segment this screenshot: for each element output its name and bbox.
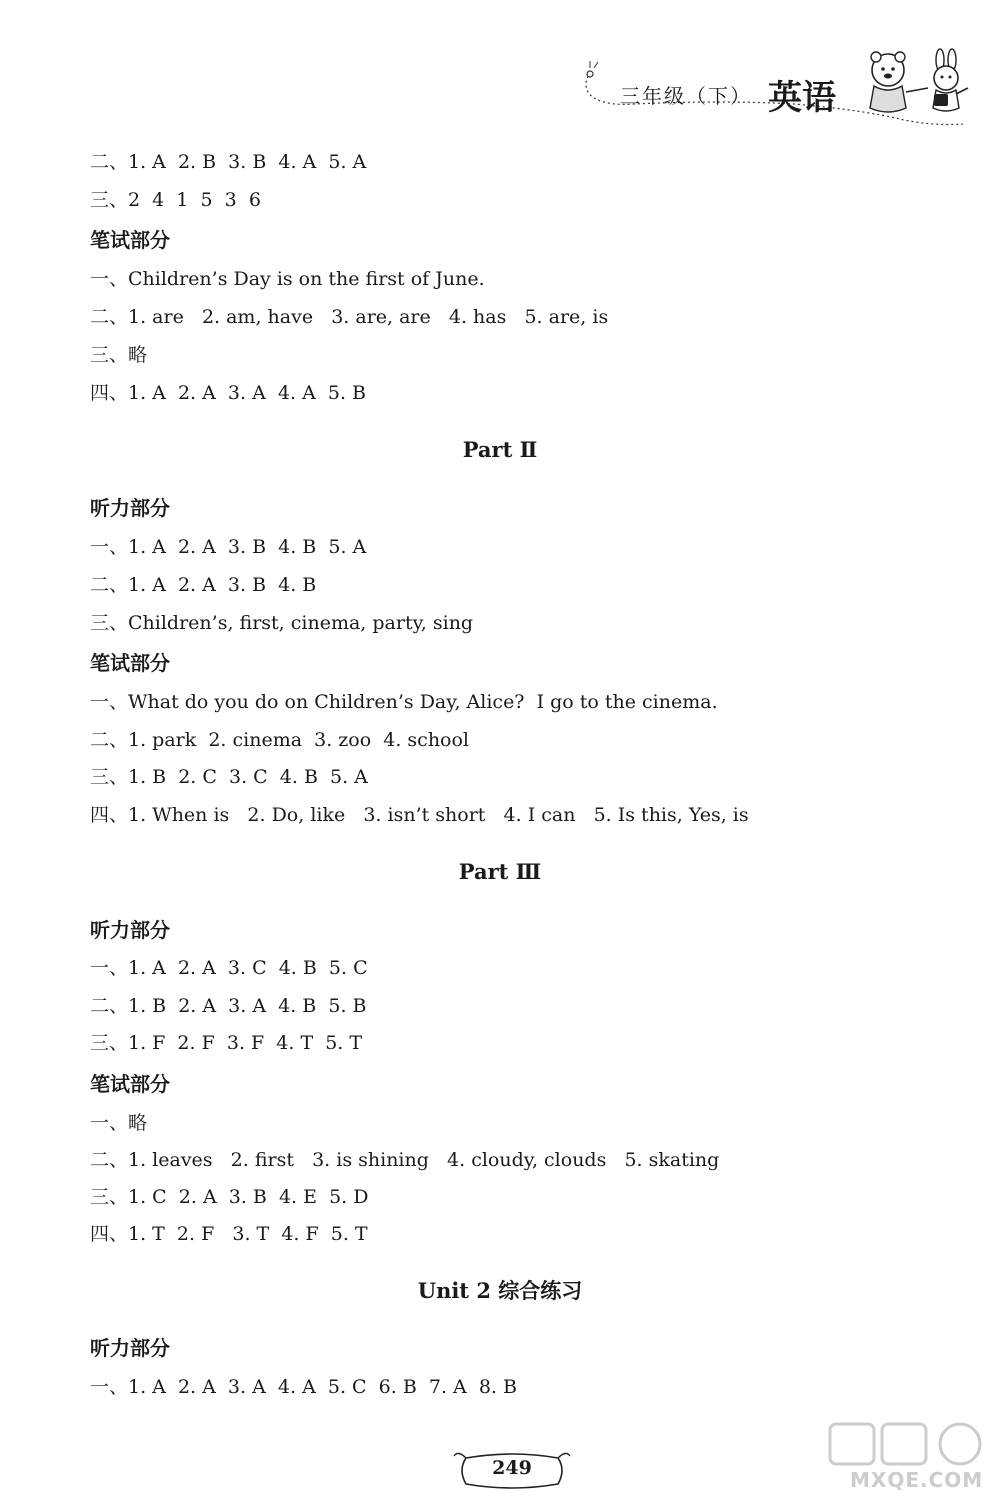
answer-line: 一、1. A 2. A 3. B 4. B 5. A xyxy=(90,536,367,558)
answer-line: 三、略 xyxy=(90,344,148,366)
watermark-text: MXQE.COM xyxy=(850,1468,984,1492)
page-header xyxy=(560,48,980,148)
answer-line: 二、1. leaves 2. first 3. is shining 4. cloudy, clouds 5. skating xyxy=(90,1149,720,1171)
header-grade: 三年级（下） xyxy=(620,84,752,108)
watermark-logo-icon xyxy=(820,1418,990,1468)
answer-line: 二、1. are 2. am, have 3. are, are 4. has 5. are, is xyxy=(90,306,609,328)
bear-rabbit-mascot-icon xyxy=(860,48,975,118)
answer-line: 三、1. C 2. A 3. B 4. E 5. D xyxy=(90,1186,369,1208)
answer-line: 二、1. A 2. A 3. B 4. B xyxy=(90,574,317,596)
answer-line: 二、1. A 2. B 3. B 4. A 5. A xyxy=(90,151,367,173)
section-heading: 笔试部分 xyxy=(90,1072,170,1096)
answer-line: 三、1. B 2. C 3. C 4. B 5. A xyxy=(90,766,368,788)
answer-line: 一、What do you do on Children’s Day, Alice? I go to the cinema. xyxy=(90,691,718,713)
answer-line: 四、1. A 2. A 3. A 4. A 5. B xyxy=(90,382,367,404)
answer-line: 一、略 xyxy=(90,1112,148,1134)
answer-line: 二、1. park 2. cinema 3. zoo 4. school xyxy=(90,729,470,751)
section-heading: 听力部分 xyxy=(90,496,170,520)
section-heading: 笔试部分 xyxy=(90,651,170,675)
section-heading: 笔试部分 xyxy=(90,228,170,252)
header-subject: 英语 xyxy=(768,78,836,118)
answer-line: 三、2 4 1 5 3 6 xyxy=(90,189,261,211)
part-title: Part Ⅲ xyxy=(458,859,542,884)
answer-line: 四、1. T 2. F 3. T 4. F 5. T xyxy=(90,1223,368,1245)
answer-line: 二、1. B 2. A 3. A 4. B 5. B xyxy=(90,995,367,1017)
section-heading: 听力部分 xyxy=(90,1336,170,1360)
page-footer xyxy=(452,1448,572,1494)
page-number: 249 xyxy=(492,1457,532,1479)
answer-line: 一、1. A 2. A 3. A 4. A 5. C 6. B 7. A 8. B xyxy=(90,1376,517,1398)
answer-line: 三、Children’s, first, cinema, party, sing xyxy=(90,612,474,634)
watermark xyxy=(820,1418,990,1498)
answer-line: 一、Children’s Day is on the first of June. xyxy=(90,268,485,290)
answer-line: 三、1. F 2. F 3. F 4. T 5. T xyxy=(90,1032,363,1054)
section-heading: 听力部分 xyxy=(90,918,170,942)
answer-line: 一、1. A 2. A 3. C 4. B 5. C xyxy=(90,957,368,979)
answer-line: 四、1. When is 2. Do, like 3. isn’t short 4. I can 5. Is this, Yes, is xyxy=(90,804,749,826)
part-title: Part Ⅱ xyxy=(462,437,538,462)
unit-title: Unit 2 综合练习 xyxy=(417,1278,583,1303)
